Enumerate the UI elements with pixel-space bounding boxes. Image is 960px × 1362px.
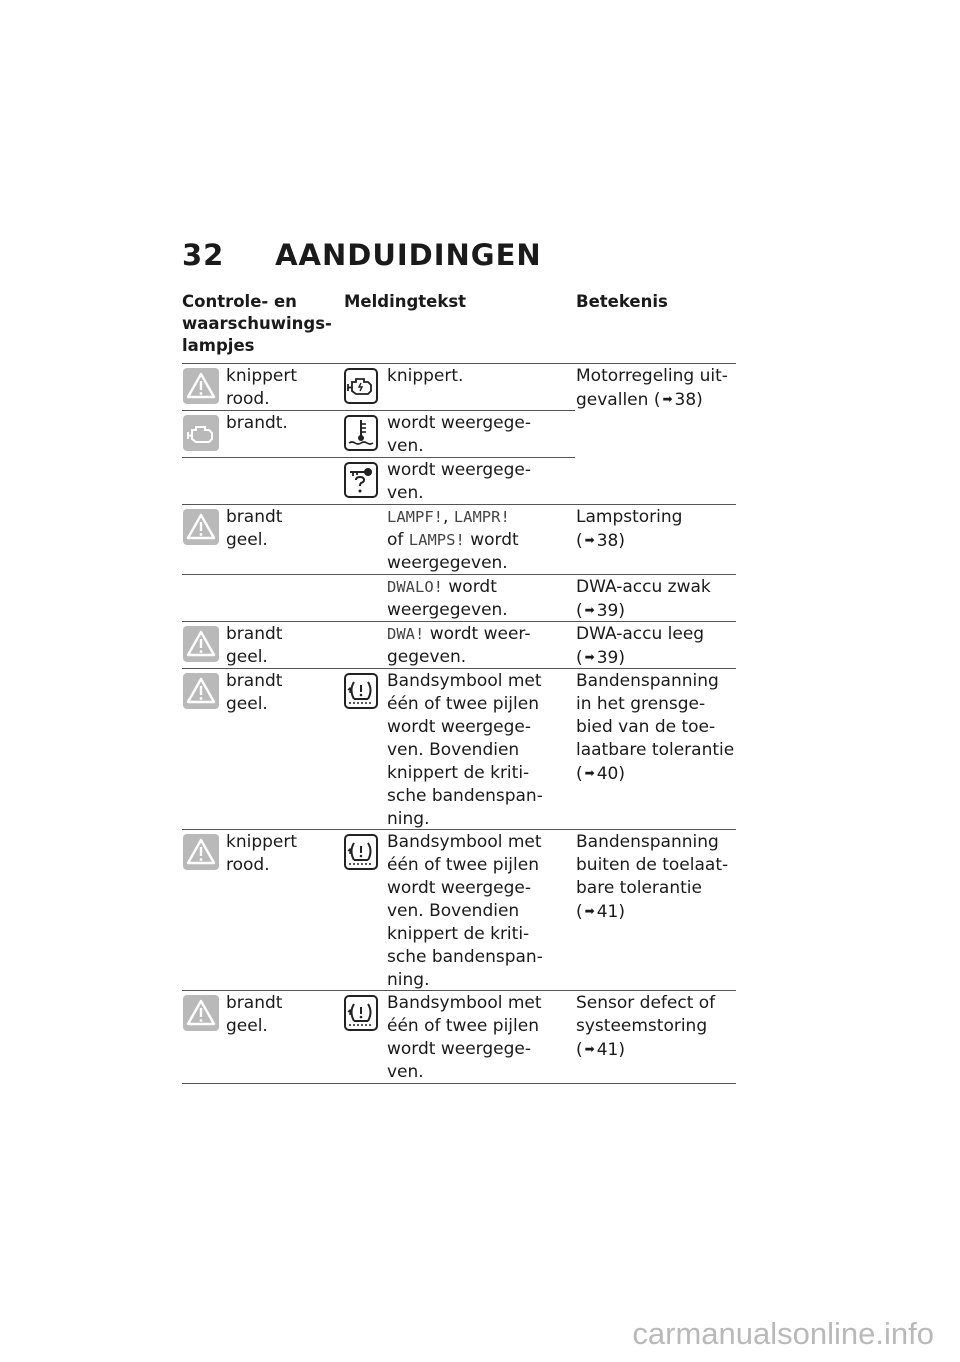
page-number: 32 xyxy=(182,238,225,272)
watermark: carmanualsonline.info xyxy=(632,1316,934,1351)
page-reference[interactable]: 41) xyxy=(596,1040,625,1060)
engine-icon xyxy=(344,368,378,404)
meaning xyxy=(576,576,736,623)
reference-arrow-icon: ➡ xyxy=(584,766,595,780)
message-code: LAMPF! xyxy=(387,508,443,526)
ref-open: ( xyxy=(576,601,583,621)
warning-triangle-icon xyxy=(183,995,219,1031)
ref-open: ( xyxy=(576,764,583,784)
message-text: wordt weergegeven. xyxy=(387,530,519,573)
meaning xyxy=(576,831,736,924)
tyre-pressure-icon xyxy=(344,995,378,1031)
message-description xyxy=(387,506,562,575)
ref-open: ( xyxy=(576,1040,583,1060)
lamp-description: brandt geel. xyxy=(226,624,283,667)
meaning-text: DWA-accu leeg xyxy=(576,624,705,644)
warning-triangle-icon xyxy=(183,673,219,709)
message-code: DWA! xyxy=(387,625,425,643)
ref-open: ( xyxy=(653,390,661,410)
meaning-text: Lampstoring xyxy=(576,507,683,527)
message-description: knippert. xyxy=(387,366,464,386)
message-code: DWALO! xyxy=(387,578,443,596)
warning-triangle-icon xyxy=(183,834,219,870)
message-code: LAMPR! xyxy=(453,508,510,526)
page-reference[interactable]: 39) xyxy=(596,601,625,621)
column-header-lamps: Controle- en waarschuwings-lampjes xyxy=(182,292,332,355)
message-description xyxy=(387,623,567,669)
ref-open: ( xyxy=(576,531,583,551)
message-code: LAMPS! xyxy=(408,531,465,549)
message-description: wordt weergege-ven. xyxy=(387,460,532,503)
meaning-text: Bandenspanning in het grensge-bied van de toe-laatbare tolerantie xyxy=(576,671,735,760)
table-rule xyxy=(182,363,736,364)
warning-triangle-icon xyxy=(183,509,219,545)
message-description: Bandsymbool met één of twee pijlen wordt weergege-ven. Bovendien knippert de kriti-sche bandenspan-ning. xyxy=(387,671,543,829)
lamp-description: brandt geel. xyxy=(226,507,283,550)
reference-arrow-icon: ➡ xyxy=(584,533,595,547)
meaning xyxy=(576,992,736,1062)
lamp-description: brandt. xyxy=(226,413,288,433)
message-description: wordt weergege-ven. xyxy=(387,413,532,456)
meaning-text: Sensor defect of systeemstoring xyxy=(576,993,716,1036)
page-reference[interactable]: 38) xyxy=(674,390,703,410)
message-text: wordt weer-gegeven. xyxy=(387,624,531,667)
lamp-description: knippert rood. xyxy=(226,832,298,875)
meaning xyxy=(576,623,736,670)
message-description xyxy=(387,576,562,622)
warning-triangle-icon xyxy=(183,368,219,404)
page-reference[interactable]: 39) xyxy=(596,648,625,668)
separator: , xyxy=(443,507,449,527)
page-reference[interactable]: 40) xyxy=(596,764,625,784)
reference-arrow-icon: ➡ xyxy=(584,904,595,918)
lamp-description: knippert rood. xyxy=(226,366,298,409)
meaning xyxy=(576,506,736,553)
key-question-icon xyxy=(344,462,378,498)
conjunction: of xyxy=(387,530,404,550)
message-description: Bandsymbool met één of twee pijlen wordt weergege-ven. xyxy=(387,993,542,1082)
lamp-description: brandt geel. xyxy=(226,671,283,714)
column-header-meaning: Betekenis xyxy=(576,292,668,311)
tyre-pressure-icon xyxy=(344,834,378,870)
page-header xyxy=(182,238,542,272)
page-reference[interactable]: 38) xyxy=(596,531,625,551)
meaning-text: DWA-accu zwak xyxy=(576,577,711,597)
message-text: wordt weergegeven. xyxy=(387,577,508,620)
meaning xyxy=(576,365,736,412)
reference-arrow-icon: ➡ xyxy=(584,650,595,664)
lamp-description: brandt geel. xyxy=(226,993,283,1036)
warning-triangle-icon xyxy=(183,626,219,662)
column-header-message: Meldingtekst xyxy=(344,292,467,311)
ref-open: ( xyxy=(576,902,583,922)
reference-arrow-icon: ➡ xyxy=(662,392,673,406)
page-reference[interactable]: 41) xyxy=(596,902,625,922)
section-title: AANDUIDINGEN xyxy=(275,238,542,272)
ref-open: ( xyxy=(576,648,583,668)
message-description: Bandsymbool met één of twee pijlen wordt weergege-ven. Bovendien knippert de kriti-sche bandenspan-ning. xyxy=(387,832,543,990)
meaning xyxy=(576,670,736,786)
coolant-temperature-icon xyxy=(344,415,378,451)
tyre-pressure-icon xyxy=(344,673,378,709)
engine-icon xyxy=(183,415,219,451)
reference-arrow-icon: ➡ xyxy=(584,603,595,617)
meaning-text: Bandenspanning buiten de toelaat-bare tolerantie xyxy=(576,832,729,898)
reference-arrow-icon: ➡ xyxy=(584,1042,595,1056)
meaning-text: Motorregeling uit-gevallen xyxy=(576,366,728,410)
